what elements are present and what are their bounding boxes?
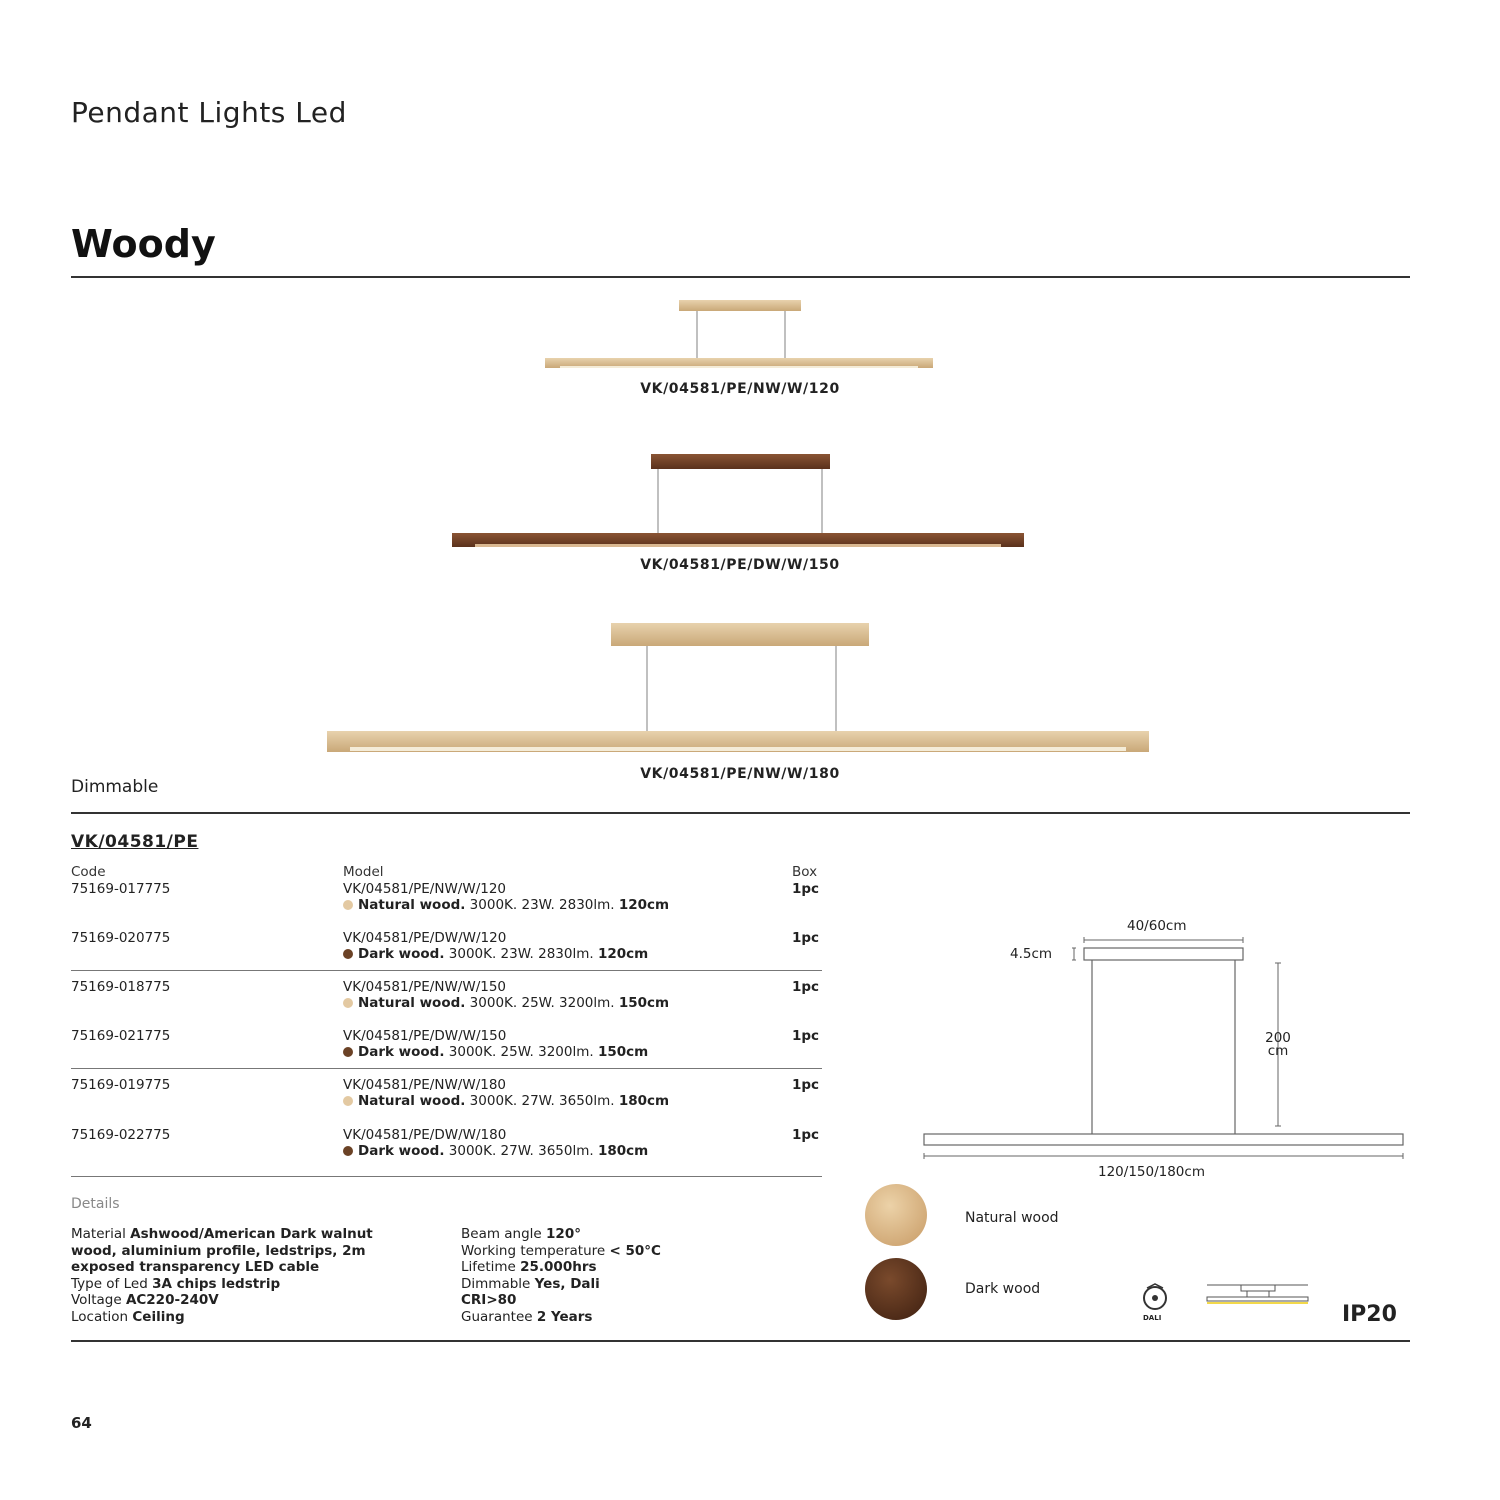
row-length: 150cm [597, 1044, 649, 1060]
row-code: 75169-020775 [71, 930, 171, 946]
lamp-nw-180 [327, 623, 1149, 752]
row-code: 75169-022775 [71, 1127, 171, 1143]
row-divider [71, 1176, 822, 1177]
row-model: VK/04581/PE/DW/W/150 [343, 1028, 507, 1044]
detail-line [461, 1243, 661, 1260]
section-title: Pendant Lights Led [71, 96, 347, 129]
details-right [461, 1226, 661, 1326]
row-description [343, 1143, 648, 1160]
header-model: Model [343, 864, 384, 880]
detail-line [461, 1309, 661, 1326]
dark-wood-swatch [865, 1258, 927, 1320]
finish-dot-icon [343, 949, 353, 959]
dimmable-label: Dimmable [71, 777, 159, 797]
detail-label: Lifetime [461, 1259, 521, 1276]
caption-lamp-1: VK/04581/PE/NW/W/120 [640, 381, 840, 397]
product-illustrations [0, 290, 1500, 760]
dali-icon-label: DALI [1143, 1314, 1162, 1322]
suspension-label-unit: cm [1267, 1043, 1289, 1059]
natural-wood-label: Natural wood [965, 1210, 1059, 1226]
detail-label: Voltage [71, 1292, 126, 1309]
details-left [71, 1226, 373, 1326]
row-divider [71, 970, 822, 971]
detail-line [461, 1259, 661, 1276]
row-box: 1pc [792, 1077, 820, 1093]
detail-value: wood, aluminium profile, ledstrips, 2m [71, 1242, 366, 1259]
row-length: 150cm [618, 995, 670, 1011]
row-description [343, 1044, 648, 1061]
row-spec: 3000K. 27W. 3650lm. [444, 1143, 598, 1159]
detail-label: Guarantee [461, 1308, 537, 1325]
row-finish: Dark wood. [358, 1143, 445, 1159]
detail-value: < 50°C [609, 1242, 661, 1259]
detail-value: 25.000hrs [520, 1259, 597, 1276]
detail-value: Ashwood/American Dark walnut [130, 1226, 373, 1242]
row-divider [71, 1068, 822, 1069]
row-model: VK/04581/PE/NW/W/180 [343, 1077, 507, 1093]
lamp-dw-150 [452, 454, 1024, 547]
natural-wood-swatch [865, 1184, 927, 1246]
row-finish: Natural wood. [358, 1093, 466, 1109]
detail-line [71, 1276, 373, 1293]
family-code: VK/04581/PE [71, 832, 199, 852]
detail-label: Dimmable [461, 1275, 535, 1292]
row-description [343, 946, 648, 963]
detail-line [71, 1309, 373, 1326]
detail-line [461, 1292, 661, 1309]
detail-value: Ceiling [132, 1308, 185, 1325]
row-spec: 3000K. 25W. 3200lm. [444, 1044, 598, 1060]
row-spec: 3000K. 25W. 3200lm. [465, 995, 619, 1011]
row-code: 75169-017775 [71, 881, 171, 897]
ip-rating: IP20 [1342, 1302, 1397, 1327]
header-box: Box [792, 864, 818, 880]
page-number: 64 [71, 1414, 92, 1432]
detail-value: Yes, Dali [534, 1275, 600, 1292]
detail-line [71, 1226, 373, 1243]
row-box: 1pc [792, 1127, 820, 1143]
top-divider [71, 276, 1410, 278]
bar-length-label: 120/150/180cm [1098, 1164, 1205, 1180]
detail-line [71, 1243, 373, 1260]
row-finish: Dark wood. [358, 946, 445, 962]
row-box: 1pc [792, 1028, 820, 1044]
ceiling-mount-icon [1205, 1282, 1310, 1306]
row-length: 180cm [618, 1093, 670, 1109]
finish-dot-icon [343, 900, 353, 910]
row-code: 75169-018775 [71, 979, 171, 995]
detail-value: AC220-240V [125, 1292, 219, 1309]
finish-dot-icon [343, 1146, 353, 1156]
detail-value: 3A chips ledstrip [152, 1275, 281, 1292]
caption-lamp-3: VK/04581/PE/NW/W/180 [640, 766, 840, 782]
row-length: 120cm [618, 897, 670, 913]
detail-value: exposed transparency LED cable [71, 1259, 320, 1276]
row-spec: 3000K. 27W. 3650lm. [465, 1093, 619, 1109]
detail-line [461, 1226, 661, 1243]
row-finish: Dark wood. [358, 1044, 445, 1060]
finish-swatches [850, 1184, 944, 1324]
detail-value: CRI>80 [461, 1292, 517, 1309]
row-model: VK/04581/PE/NW/W/120 [343, 881, 507, 897]
dark-wood-label: Dark wood [965, 1281, 1041, 1297]
row-box: 1pc [792, 881, 820, 897]
detail-label: Type of Led [71, 1275, 153, 1292]
row-model: VK/04581/PE/NW/W/150 [343, 979, 507, 995]
detail-value: 2 Years [536, 1308, 593, 1325]
detail-label: Location [71, 1308, 133, 1325]
detail-line [71, 1292, 373, 1309]
row-code: 75169-021775 [71, 1028, 171, 1044]
header-code: Code [71, 864, 106, 880]
caption-lamp-2: VK/04581/PE/DW/W/150 [640, 557, 840, 573]
detail-line [71, 1259, 373, 1276]
product-name: Woody [71, 222, 216, 266]
row-description [343, 995, 669, 1012]
details-heading: Details [71, 1196, 120, 1212]
detail-label: Working temperature [461, 1242, 610, 1259]
row-model: VK/04581/PE/DW/W/120 [343, 930, 507, 946]
row-length: 180cm [597, 1143, 649, 1159]
suspension-label-value: 200 [1265, 1030, 1291, 1046]
row-description [343, 1093, 669, 1110]
row-code: 75169-019775 [71, 1077, 171, 1093]
finish-dot-icon [343, 1047, 353, 1057]
row-model: VK/04581/PE/DW/W/180 [343, 1127, 507, 1143]
row-box: 1pc [792, 979, 820, 995]
finish-dot-icon [343, 998, 353, 1008]
row-length: 120cm [597, 946, 649, 962]
dimension-drawing [900, 900, 1420, 1190]
detail-label: Material [71, 1226, 131, 1242]
row-spec: 3000K. 23W. 2830lm. [444, 946, 598, 962]
row-finish: Natural wood. [358, 995, 466, 1011]
finish-dot-icon [343, 1096, 353, 1106]
detail-value: 120° [546, 1226, 581, 1242]
canopy-width-label: 40/60cm [1127, 918, 1187, 934]
detail-line [461, 1276, 661, 1293]
detail-label: Beam angle [461, 1226, 547, 1242]
mid-divider [71, 812, 1410, 814]
row-spec: 3000K. 23W. 2830lm. [465, 897, 619, 913]
row-box: 1pc [792, 930, 820, 946]
row-finish: Natural wood. [358, 897, 466, 913]
canopy-height-label: 4.5cm [1010, 946, 1053, 962]
lamp-nw-120 [545, 300, 933, 368]
row-description [343, 897, 669, 914]
bottom-divider [71, 1340, 1410, 1342]
